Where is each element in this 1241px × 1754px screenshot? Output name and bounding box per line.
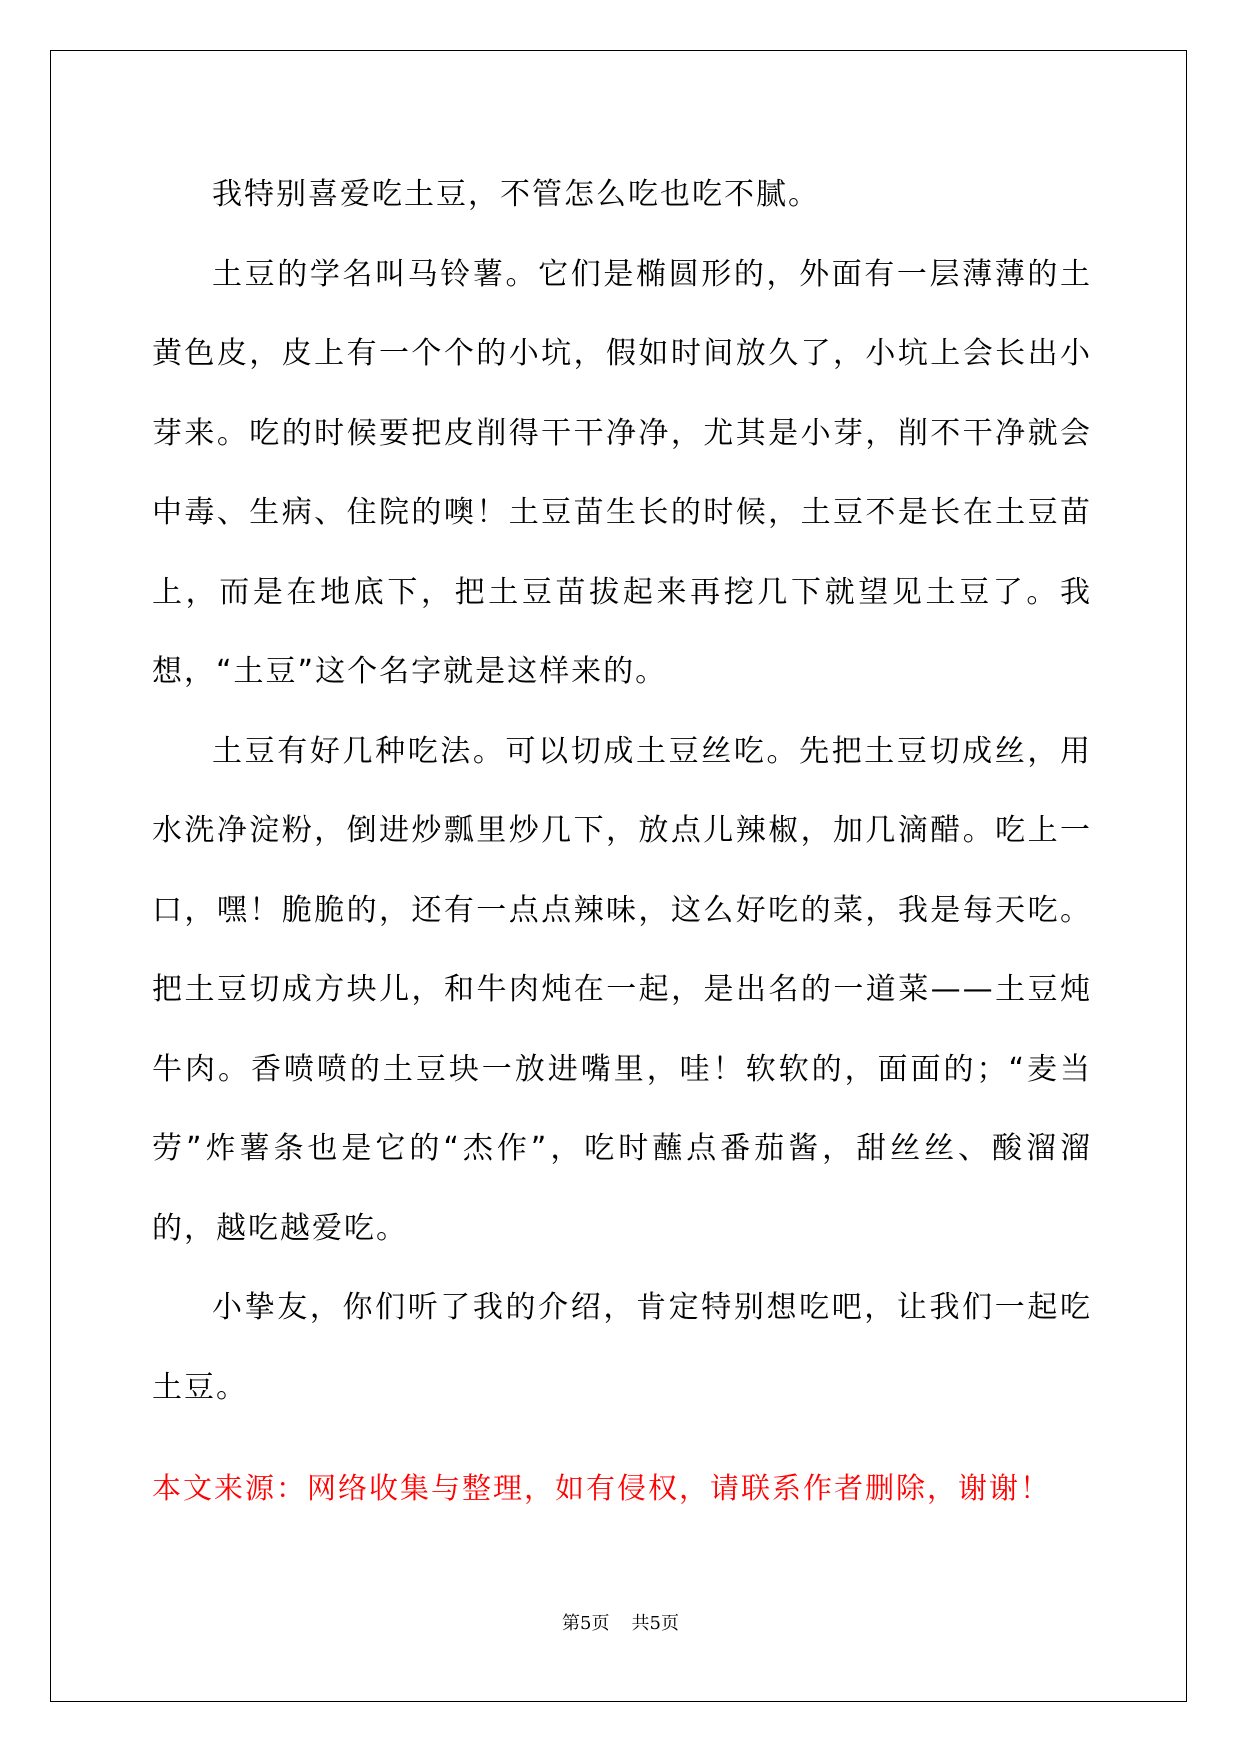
paragraph-3: 土豆有好几种吃法。可以切成土豆丝吃。先把土豆切成丝，用水洗净淀粉，倒进炒瓢里炒几下，放点儿辣椒，加几滴醋。吃上一口，嘿！脆脆的，还有一点点辣味，这么好吃的菜，我是每天吃。把土豆切成方块儿，和牛肉炖在一起，是出名的一道菜——土豆炖牛肉。香喷喷的土豆块一放进嘴里，哇！软软的，面面的；“麦当劳”炸薯条也是它的“杰作”，吃时蘸点番茄酱，甜丝丝、酸溜溜的，越吃越爱吃。: [152, 733, 1092, 1246]
source-disclaimer: 本文来源：网络收集与整理，如有侵权，请联系作者删除，谢谢！: [152, 1471, 1052, 1505]
page-number-current: 第5页: [562, 1613, 610, 1634]
page-footer: [0, 1609, 1241, 1635]
paragraph-4: 小挚友，你们听了我的介绍，肯定特别想吃吧，让我们一起吃土豆。: [152, 1290, 1092, 1405]
page-number-total: 共5页: [631, 1613, 679, 1634]
document-body: [152, 155, 1092, 1427]
paragraph-2: 土豆的学名叫马铃薯。它们是椭圆形的，外面有一层薄薄的土黄色皮，皮上有一个个的小坑，假如时间放久了，小坑上会长出小芽来。吃的时候要把皮削得干干净净，尤其是小芽，削不干净就会中毒、生病、住院的噢！土豆苗生长的时候，土豆不是长在土豆苗上，而是在地底下，把土豆苗拔起来再挖几下就望见土豆了。我想，“土豆”这个名字就是这样来的。: [152, 256, 1092, 689]
paragraph-1: 我特别喜爱吃土豆，不管怎么吃也吃不腻。: [212, 177, 820, 212]
